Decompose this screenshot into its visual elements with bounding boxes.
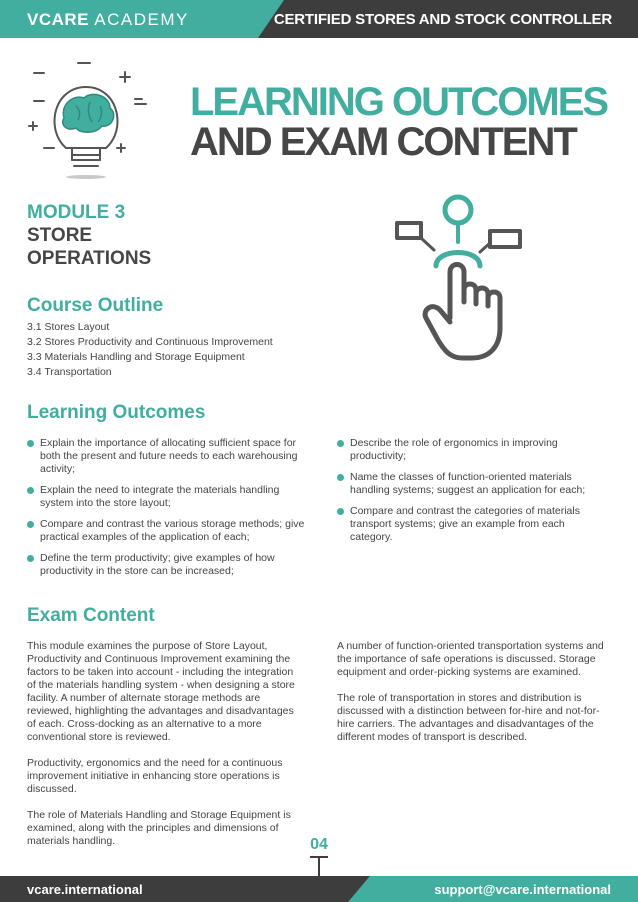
paragraph: The role of Materials Handling and Storage Equipment is examined, along with the principles and dimensions of materials handling. — [27, 809, 291, 847]
footer-website-link[interactable]: vcare.international — [27, 882, 143, 897]
learning-outcomes-heading: Learning Outcomes — [27, 402, 206, 423]
page-title-line2: AND EXAM CONTENT — [190, 120, 576, 164]
list-item: 3.2 Stores Productivity and Continuous Improvement — [27, 336, 273, 348]
list-item: Name the classes of function-oriented materials handling systems; suggest an application for each; — [337, 471, 609, 497]
exam-content-left-column — [27, 640, 303, 861]
list-item: Explain the need to integrate the materials handling system into the store layout; — [27, 484, 305, 510]
list-item: 3.3 Materials Handling and Storage Equipment — [27, 351, 245, 363]
list-item: Compare and contrast the various storage methods; give practical examples of the application of each; — [27, 518, 305, 544]
exam-content-heading: Exam Content — [27, 605, 155, 626]
list-item: Explain the importance of allocating sufficient space for both the present and future needs to each warehousing activity; — [27, 437, 305, 476]
list-item: Compare and contrast the categories of materials transport systems; give an example from each category. — [337, 505, 609, 544]
paragraph: A number of function-oriented transportation systems and the importance of safe operations is discussed. Storage equipment and order-picking systems are examined. — [337, 640, 604, 678]
learning-outcomes-left-list — [27, 437, 305, 586]
paragraph: This module examines the purpose of Store Layout, Productivity and Continuous Improvement examining the factors to be taken into account - including the integration of the materials handling system - when designing a store facility. A number of alternate storage methods are reviewed, highlighting the advantages and disadvantages of each. Cross-docking as an alternative to a more conventional store is reviewed. — [27, 640, 295, 743]
hand-touch-network-icon — [392, 190, 532, 365]
page-title-line1: LEARNING OUTCOMES — [190, 80, 608, 124]
module-number: MODULE 3 — [27, 202, 126, 223]
brand-logo: VCARE ACADEMY — [27, 10, 189, 29]
exam-content-right-column — [337, 640, 609, 757]
lightbulb-brain-icon — [20, 56, 150, 181]
list-item: Describe the role of ergonomics in improving productivity; — [337, 437, 609, 463]
page-number: 04 — [310, 836, 328, 853]
list-item: Define the term productivity; give examples of how productivity in the store can be increased; — [27, 552, 305, 578]
course-outline-list — [27, 320, 273, 380]
list-item: 3.1 Stores Layout — [27, 321, 110, 333]
course-outline-heading: Course Outline — [27, 295, 164, 316]
module-name: STORE OPERATIONS — [27, 225, 152, 269]
document-title: CERTIFIED STORES AND STOCK CONTROLLER — [273, 11, 612, 28]
list-item: 3.4 Transportation — [27, 366, 112, 378]
paragraph: The role of transportation in stores and distribution is discussed with a distinction between for-hire and not-for-hire carriers. The advantages and disadvantages of the different modes of transport is described. — [337, 692, 600, 743]
learning-outcomes-right-list — [337, 437, 609, 552]
page-number-stem — [318, 856, 320, 876]
header-bar — [0, 0, 638, 38]
footer-email-link[interactable]: support@vcare.international — [434, 882, 611, 897]
paragraph: Productivity, ergonomics and the need for a continuous improvement initiative in enhancing store operations is discussed. — [27, 757, 283, 795]
